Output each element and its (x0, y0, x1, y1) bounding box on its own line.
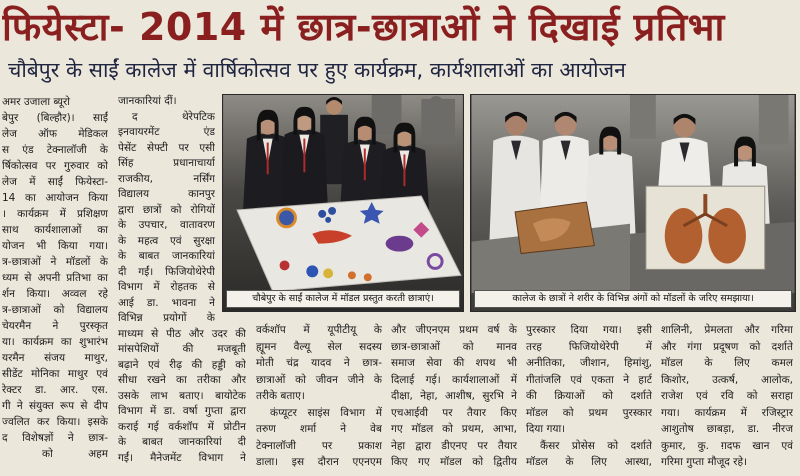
article-column-5 (526, 322, 652, 474)
text-line: शालिनी, प्रेमलता और गरिमा (661, 324, 793, 336)
text-line: गए मॉडल को प्रथम, आभा, (391, 423, 517, 435)
photo-anatomy-models (470, 94, 796, 312)
byline: अमर उजाला ब्यूरो (2, 96, 70, 108)
text-line: वर्कशॉप में यूपीटीयू के (256, 324, 382, 336)
text-line: के बाबत जानकारियां दी (118, 436, 246, 448)
text-line: मोती चंद्र यादव ने छात्र- (256, 357, 382, 369)
text-line: नेहा द्वारा डीएनए पर तैयार (391, 439, 517, 452)
text-line: ह्यूमन वैल्यू सेल सदस्य (256, 340, 382, 353)
text-line: चेयरमैन ने पुरस्कृत (2, 320, 108, 332)
text-line: पुरस्कार दिया गया। इसी (526, 324, 652, 336)
text-line: विद्यालय कानपुर (118, 188, 215, 200)
article-column-6 (661, 322, 793, 474)
article-column-4 (391, 322, 517, 474)
lung-model (665, 208, 703, 263)
photo-students-with-models (222, 94, 464, 312)
text-line: डाला। इस दौरान एएनएम (256, 456, 382, 468)
text-line: लेज में साईं फियेस्टा- (2, 176, 108, 188)
text-line: विभिन्न प्रयोगों के (118, 312, 215, 324)
text-line: लेज ऑफ मेडिकल (2, 128, 108, 140)
subheadline: चौबेपुर के साईं कालेज में वार्षिकोत्सव पर हुए कार्यक्रम, कार्यशालाओं का आयोजन (8, 58, 626, 82)
text-line: त्र-छात्राओं ने मॉडलों के (2, 256, 108, 268)
text-line: योजन भी किया गया। (2, 240, 108, 252)
lungs-model-board (646, 186, 765, 269)
text-line: राजेश एवं रवि को सराहा (661, 390, 793, 402)
text-line: त्र-छात्राओं को विद्यालय (2, 304, 108, 316)
text-line: मांसपेशियों की मजबूती (118, 343, 246, 355)
model-dot (280, 260, 290, 270)
text-line: आई डा. भावना ने (118, 296, 215, 309)
text-line: पेसेंट सेफ्टी पर एसी (118, 141, 215, 154)
text-line: विभाग में डा. वर्षा गुप्ता द्वारा (118, 405, 246, 417)
article-column-1 (2, 94, 108, 466)
photo-image (471, 95, 795, 311)
lung-model (708, 208, 746, 263)
text-line: रेक्टर डा. आर. एस. (2, 384, 108, 396)
text-line: गईं। मैनेजमेंट विभाग ने (118, 451, 246, 464)
text-line: एचआईवी पर तैयार किए (391, 406, 517, 419)
text-line: दी गईं। फिजियोथेरेपी (118, 265, 215, 278)
text-line: को अहम (42, 448, 108, 460)
text-line: विभाग में रोहतक से (118, 281, 215, 293)
text-line: कराई गई वर्कशॉप में प्रोटीन (118, 420, 246, 433)
text-line: किए गए मॉडल को द्वितीय (391, 456, 517, 468)
text-line: और गंगा प्रदूषण को दर्शाते (661, 340, 793, 353)
model-dot (323, 268, 333, 278)
photo-caption: कालेज के छात्रों ने शरीर के विभिन्न अंगों को मॉडलों के जरिए समझाया। (474, 290, 792, 308)
text-line: जानकारियां दीं। (118, 95, 177, 107)
text-line: गया। कार्यक्रम में रजिस्ट्रार (661, 406, 793, 419)
text-line: गरिमा गुप्ता मौजूद रहे। (661, 456, 748, 468)
text-line: तरुण शर्मा ने वेब (256, 423, 382, 435)
article-column-3 (256, 322, 382, 474)
text-line: सिंह प्रधानाचार्या (118, 157, 215, 169)
photo-caption: चौबेपुर के साईं कालेज में मॉडल प्रस्तुत करती छात्राएं। (226, 290, 460, 308)
text-line: गी ने संयुक्त रूप से दीप (2, 400, 108, 412)
model-dot (348, 271, 356, 279)
text-line: मॉडल को प्रथम पुरस्कार (526, 406, 652, 419)
text-line: तरह फिजियोथेरेपी में (526, 340, 652, 353)
model-blob (386, 236, 414, 252)
text-line: साथ कार्यशालाओं का (2, 224, 108, 236)
text-line: किशोर, उत्कर्ष, आलोक, (661, 373, 793, 386)
text-line: की क्रियाओं को दर्शाते (526, 390, 652, 402)
model-ring (278, 209, 296, 227)
text-line: सीडेंट मोनिका माथुर एवं (2, 368, 108, 380)
text-line: सीधा रखने का तरीका और (118, 374, 246, 386)
text-line: द विशेषज्ञों ने छात्र- (2, 432, 108, 444)
text-line: यरमैन संजय माथुर, (2, 352, 108, 364)
text-line: र्षिकोत्सव पर गुरुवार को (2, 160, 108, 172)
text-line: राजकीय, नर्सिंग (118, 172, 215, 185)
text-line: कंप्यूटर साइंस विभाग में (270, 406, 382, 419)
text-line: कैंसर प्रोसेस को दर्शाते (540, 439, 652, 452)
text-line: आशुतोष छाबड़ा, डा. नीरज (661, 423, 793, 435)
text-line: के उपचार, वातावरण (118, 219, 215, 231)
text-line: द थेरेपटिक (132, 110, 215, 123)
text-line: स एंड टेक्नालॉजी के (2, 144, 108, 156)
text-line: 14 का आयोजन किया (2, 192, 108, 204)
text-line: ज्वलित कर किया। इसके (2, 416, 108, 428)
text-line: और जीएनएम प्रथम वर्ष के (391, 324, 517, 336)
text-line: कुमार, कु. ग़दफ खान एवं (661, 439, 793, 452)
text-line: ध्यम से अपनी प्रतिभा का (2, 272, 108, 284)
model-dot (364, 273, 372, 281)
text-line: दीक्षा, नेहा, आशीष, सुरभि ने (391, 390, 517, 402)
text-line: माध्यम से पीठ और उदर की (118, 327, 246, 340)
text-line: उसके लाभ बताए। बायोटेक (118, 389, 246, 402)
text-line: मॉडल के लिए आस्था, (526, 456, 652, 468)
text-line: तरीके बताए। (256, 390, 305, 402)
text-line: बेपुर (बिल्हौर)। साईं (2, 112, 108, 124)
text-line: छात्राओं को जीवन जीने के (256, 373, 382, 386)
text-line: बढ़ाने एवं रीढ़ की हड्डी को (118, 358, 246, 371)
text-line: दिलाई गई। कार्यशालाओं में (391, 373, 517, 386)
text-line: टेक्नालॉजी पर प्रकाश (256, 439, 382, 452)
text-line: अनीतिका, जीशान, हिमांशु, (526, 357, 652, 369)
photo-image (223, 95, 463, 311)
text-line: के बाबत जानकारियां (118, 250, 215, 262)
text-line: दिया गया। (526, 423, 566, 435)
text-line: गीतांजलि एवं एकता ने हार्ट (526, 373, 652, 386)
text-line: । कार्यक्रम में प्रशिक्षण (2, 208, 108, 220)
text-line: र्शन किया। अव्वल रहे (2, 288, 108, 300)
text-line: इनवायरमेंट एंड (118, 126, 215, 138)
headline: फियेस्टा- 2014 में छात्र-छात्राओं ने दिखाई प्रतिभा (2, 5, 725, 49)
display-board (237, 196, 461, 291)
text-line: या। कार्यक्रम का शुभारंभ (2, 336, 108, 348)
text-line: मॉडल के लिए कमल (661, 357, 793, 369)
text-line: द्वारा छात्रों को रोगियों (118, 203, 215, 216)
text-line: छात्र-छात्राओं को मानव (391, 340, 517, 353)
text-line: के महत्व एवं सुरक्षा (118, 234, 215, 247)
model-dot (306, 265, 318, 277)
text-line: समाज सेवा की शपथ भी (391, 357, 517, 369)
